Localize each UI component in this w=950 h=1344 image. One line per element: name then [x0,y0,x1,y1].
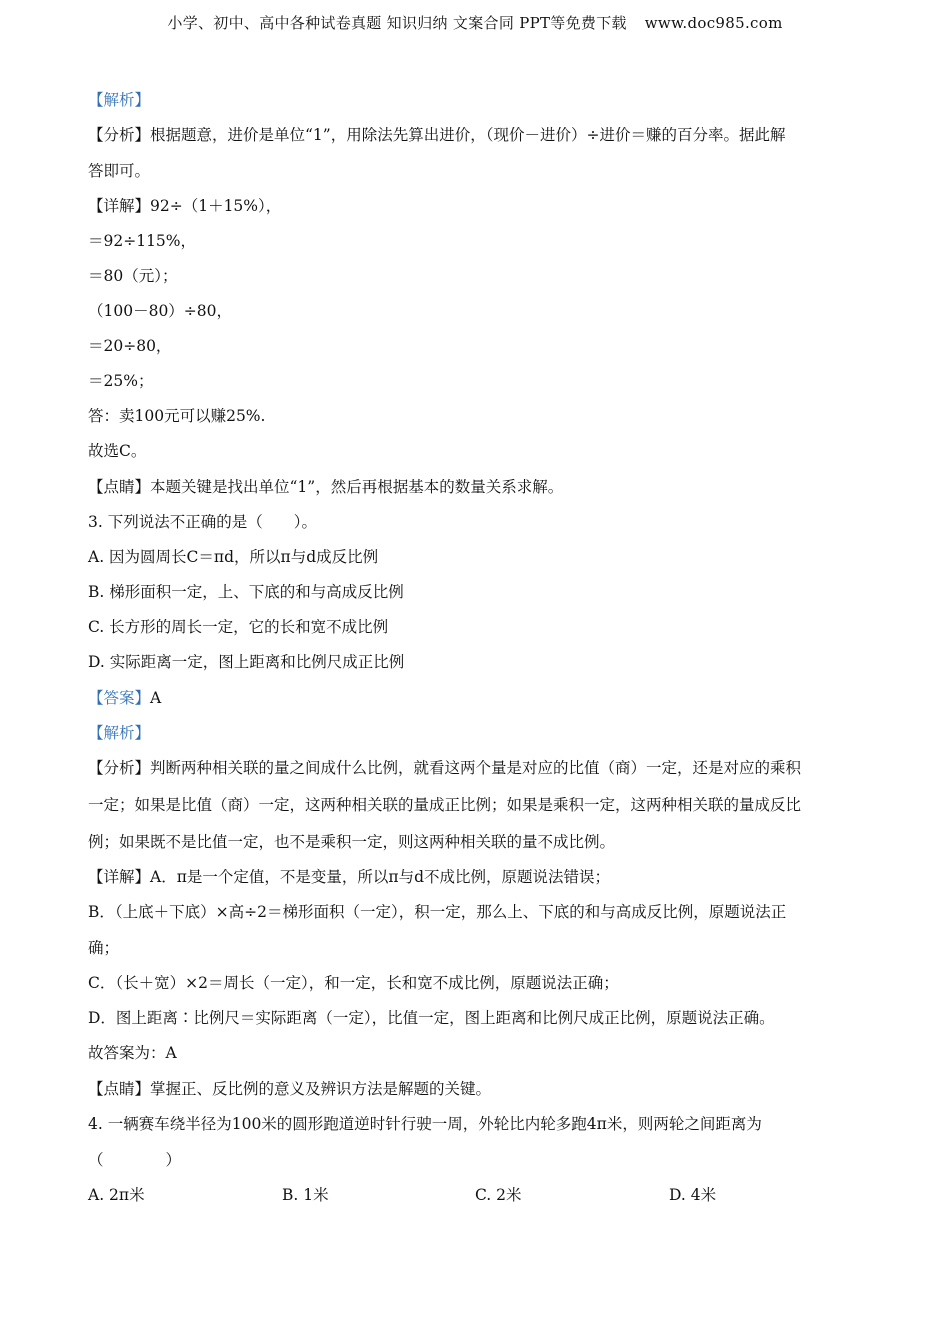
q2-step-4: ＝20÷80， [88,337,172,355]
q3-dianjing: 【点睛】掌握正、反比例的意义及辨识方法是解题的关键。 [88,1080,492,1098]
q2-step-1: ＝92÷115%， [88,232,197,250]
q3-jiexi-tag: 【解析】 [88,724,151,742]
q4-question: 4. 一辆赛车绕半径为100米的圆形跑道逆时针行驶一周，外轮比内轮多跑4π米，则两轮之间距离为 [88,1115,762,1133]
q2-dianjing: 【点睛】本题关键是找出单位“1”，然后再根据基本的数量关系求解。 [88,478,564,496]
q4-option-a: A. 2π米 [88,1186,145,1204]
q3-option-c: C. 长方形的周长一定，它的长和宽不成比例 [88,618,389,636]
q2-analysis-line-1: 【分析】根据题意，进价是单位“1”，用除法先算出进价，（现价－进价）÷进价＝赚的百分率。据此解 [88,126,786,144]
q3-option-b: B. 梯形面积一定，上、下底的和与高成反比例 [88,583,404,601]
q3-detail-c: C．（长＋宽）×2＝周长（一定），和一定，长和宽不成比例，原题说法正确； [88,974,619,992]
q4-blank: （ ） [88,1151,182,1169]
header-site-link[interactable]: www.doc985.com [644,14,783,32]
q3-answer-tag: 【答案】 [88,689,151,707]
q2-step-3: （100－80）÷80， [88,302,233,320]
q2-jiexi-tag: 【解析】 [88,91,151,109]
q3-analysis-line-3: 例；如果既不是比值一定，也不是乘积一定，则这两种相关联的量不成比例。 [88,833,616,851]
q3-answer-value: A [150,689,162,707]
header-text: 小学、初中、高中各种试卷真题 知识归纳 文案合同 PPT等免费下载 [167,14,627,32]
q4-option-b: B. 1米 [282,1186,329,1204]
q2-answer-line: 答：卖100元可以赚25%. [88,407,266,425]
q3-detail-a: 【详解】A．π是一个定值，不是变量，所以π与d不成比例，原题说法错误； [88,868,610,886]
q2-detail-line: 【详解】92÷（1＋15%）， [88,197,282,215]
q2-step-5: ＝25%； [88,372,154,390]
q3-question: 3. 下列说法不正确的是（ ）。 [88,513,317,531]
q2-analysis-line-2: 答即可。 [88,162,151,180]
q3-detail-b-line-1: B．（上底＋下底）×高÷2＝梯形面积（一定），积一定，那么上、下底的和与高成反比例，原题说法正 [88,903,787,921]
page-header [0,12,950,33]
q4-option-c: C. 2米 [475,1186,522,1204]
q3-analysis-line-1: 【分析】判断两种相关联的量之间成什么比例，就看这两个量是对应的比值（商）一定，还是对应的乘积 [88,759,802,777]
q3-detail-d: D．图上距离∶比例尺＝实际距离（一定），比值一定，图上距离和比例尺成正比例，原题说法正确。 [88,1009,775,1027]
q3-option-d: D. 实际距离一定，图上距离和比例尺成正比例 [88,653,405,671]
q3-conclusion: 故答案为：A [88,1044,177,1062]
q2-step-2: ＝80（元）； [88,267,178,285]
q3-detail-b-line-2: 确； [88,939,120,957]
q2-choice: 故选C。 [88,442,147,460]
q4-options [88,1185,870,1205]
q4-option-d: D. 4米 [669,1186,717,1204]
q3-answer [88,688,870,708]
q3-option-a: A. 因为圆周长C＝πd，所以π与d成反比例 [88,548,379,566]
q3-analysis-line-2: 一定；如果是比值（商）一定，这两种相关联的量成正比例；如果是乘积一定，这两种相关联的量成反比 [88,796,802,814]
